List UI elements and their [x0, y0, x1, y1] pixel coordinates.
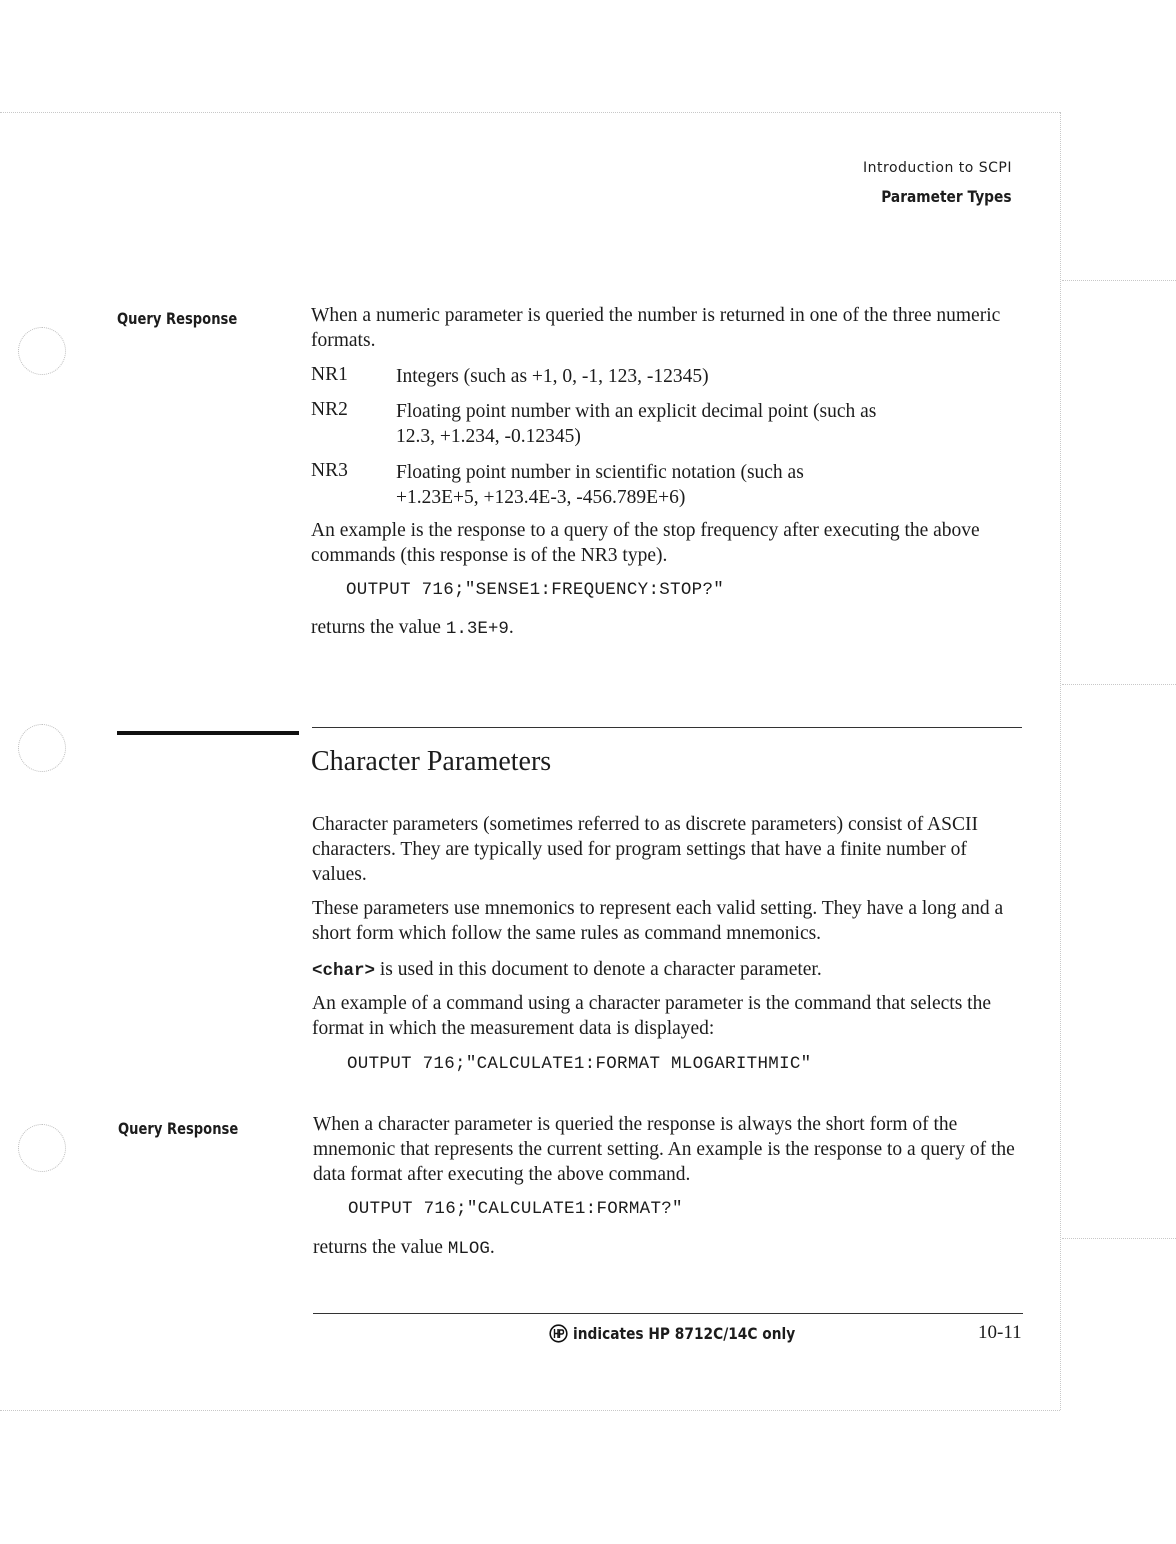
- section-title-character-parameters: Character Parameters: [311, 746, 552, 777]
- page-border-top: [0, 112, 1060, 113]
- binder-hole: [18, 327, 66, 375]
- scan-mark: [1062, 1238, 1176, 1239]
- char-para-definition: Character parameters (sometimes referred to as discrete parameters) consist of ASCII characters. They are typically used for program settings that have a finite number of values.: [312, 814, 978, 885]
- format-label-nr3: NR3: [311, 460, 348, 481]
- footer-note: [549, 1324, 831, 1343]
- section-rule-body: [312, 727, 1022, 728]
- format-desc-line: Integers (such as +1, 0, -1, 123, -12345): [396, 366, 709, 387]
- page-border-bottom: [0, 1410, 1060, 1411]
- page-number: 10-11: [978, 1322, 1022, 1343]
- char-token-desc: is used in this document to denote a character parameter.: [375, 959, 822, 980]
- header-chapter: Introduction to SCPI: [863, 160, 1012, 176]
- format-desc-nr3: [396, 460, 1016, 510]
- returns-value: 1.3E+9: [445, 619, 509, 639]
- returns-suffix: .: [508, 617, 514, 638]
- char-returns-line: [313, 1235, 1025, 1262]
- page-border-right: [1060, 112, 1061, 1410]
- header-section: Parameter Types: [881, 187, 1012, 206]
- format-desc-nr1: [396, 364, 1016, 389]
- code-example-format-command: OUTPUT 716;"CALCULATE1:FORMAT MLOGARITHMIC": [347, 1054, 812, 1074]
- footer-rule: [313, 1313, 1023, 1314]
- numeric-returns-line: [311, 615, 1023, 642]
- binder-hole: [18, 1124, 66, 1172]
- code-example-stop-query: OUTPUT 716;"SENSE1:FREQUENCY:STOP?": [346, 580, 725, 600]
- char-para-token: [312, 957, 1024, 984]
- format-label-nr2: NR2: [311, 399, 348, 420]
- code-example-format-query: OUTPUT 716;"CALCULATE1:FORMAT?": [348, 1199, 683, 1219]
- margin-label-query-response: Query Response: [118, 1119, 239, 1138]
- returns-prefix: returns the value: [311, 617, 446, 638]
- format-desc-line: Floating point number in scientific notation (such as: [396, 462, 804, 483]
- margin-label-query-response: Query Response: [117, 309, 238, 328]
- char-para-example: An example of a command using a character parameter is the command that selects the format in which the measurement data is displayed:: [312, 993, 991, 1039]
- scan-mark: [1062, 280, 1176, 281]
- char-para-mnemonics: These parameters use mnemonics to represent each valid setting. They have a long and a short form which follow the same rules as command mnemonics.: [312, 898, 1004, 944]
- format-desc-line: 12.3, +1.234, -0.12345): [396, 426, 581, 447]
- returns-prefix: returns the value: [313, 1237, 448, 1258]
- footer-note-text: indicates HP 8712C/14C only: [573, 1324, 796, 1343]
- section-rule-margin: [117, 731, 299, 735]
- numeric-query-intro: When a numeric parameter is queried the number is returned in one of the three numeric formats.: [311, 305, 1001, 351]
- scan-mark: [1062, 684, 1176, 685]
- numeric-example-text: An example is the response to a query of the stop frequency after executing the above commands (this response is of the NR3 type).: [311, 520, 980, 566]
- returns-suffix: .: [489, 1237, 495, 1258]
- binder-hole: [18, 724, 66, 772]
- format-desc-line: Floating point number with an explicit decimal point (such as: [396, 401, 877, 422]
- returns-value: MLOG: [447, 1239, 490, 1259]
- hp-logo-icon: [549, 1324, 568, 1343]
- char-token: <char>: [312, 961, 376, 981]
- char-query-text: When a character parameter is queried the response is always the short form of the mnemonic that represents the current setting. An example is the response to a query of the data format after executing the above command.: [313, 1114, 1015, 1185]
- format-label-nr1: NR1: [311, 364, 348, 385]
- format-desc-line: +1.23E+5, +123.4E-3, -456.789E+6): [396, 487, 686, 508]
- format-desc-nr2: [396, 399, 1016, 449]
